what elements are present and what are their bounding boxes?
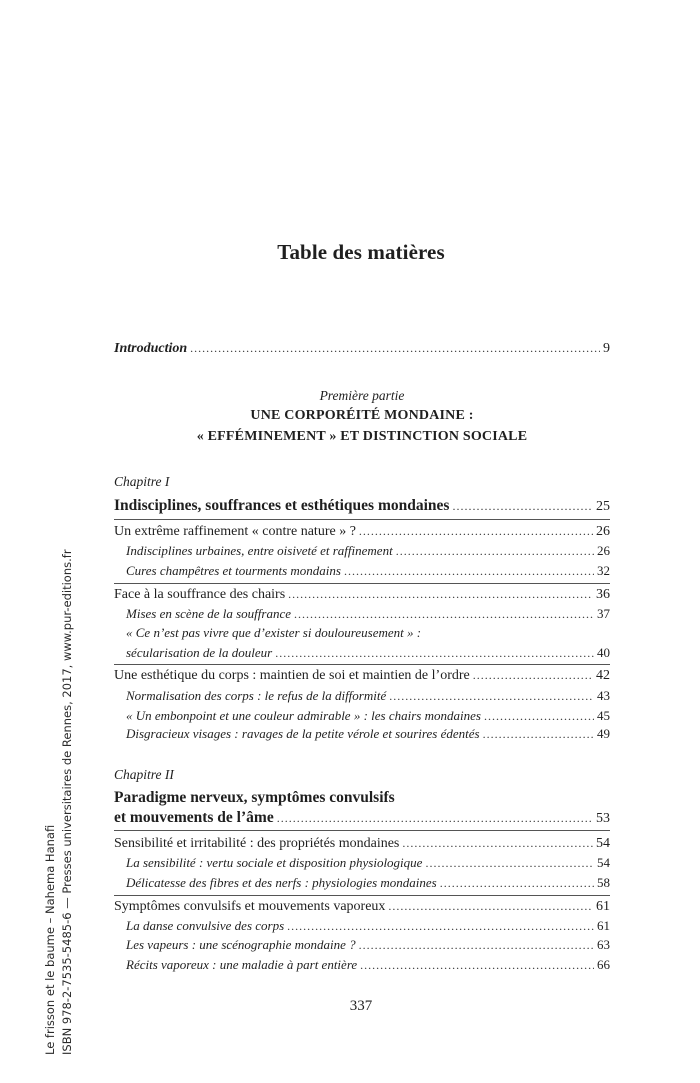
toc-entry-label: Délicatesse des fibres et des nerfs : physiologies mondaines xyxy=(126,875,437,890)
toc-entry-page: 25 xyxy=(596,499,610,514)
chapter-title-entry[interactable] xyxy=(114,809,610,828)
chapter-title-line2: et mouvements de l’âme xyxy=(114,809,274,826)
toc-entry-page: 58 xyxy=(597,875,610,890)
chapter-label: Chapitre II xyxy=(114,767,174,782)
toc-subsection-entry[interactable] xyxy=(126,605,610,623)
toc-entry-label: Mises en scène de la souffrance xyxy=(126,606,291,621)
leader-dots xyxy=(440,874,594,892)
chapter-title: Indisciplines, souffrances et esthétiques mondaines xyxy=(114,497,450,514)
leader-dots xyxy=(359,936,594,954)
vertical-copyright-note xyxy=(42,549,76,1055)
toc-subsection-entry[interactable] xyxy=(126,562,610,580)
toc-entry-label: Indisciplines urbaines, entre oisiveté et raffinement xyxy=(126,543,393,558)
leader-dots xyxy=(288,585,593,603)
toc-entry-page: 26 xyxy=(596,524,610,539)
leader-dots xyxy=(425,854,594,872)
toc-entry-label: La danse convulsive des corps xyxy=(126,918,285,933)
toc-subsection-entry[interactable] xyxy=(126,687,610,705)
leader-dots xyxy=(360,956,594,974)
toc-entry-page: 43 xyxy=(597,688,610,703)
toc-entry-label: Cures champêtres et tourments mondains xyxy=(126,563,341,578)
leader-dots xyxy=(473,666,593,684)
chapter-label: Chapitre I xyxy=(114,474,170,489)
leader-dots xyxy=(190,339,600,357)
leader-dots xyxy=(402,834,593,852)
leader-dots xyxy=(275,644,594,662)
toc-entry-label: Disgracieux visages : ravages de la petite vérole et sourires édentés xyxy=(126,726,480,741)
toc-entry-label: Sensibilité et irritabilité : des propriétés mondaines xyxy=(114,836,400,851)
toc-subsection-entry[interactable] xyxy=(126,542,610,560)
toc-entry-label: Normalisation des corps : le refus de la difformité xyxy=(126,688,387,703)
leader-dots xyxy=(287,917,594,935)
toc-entry-label: Un extrême raffinement « contre nature » ? xyxy=(114,524,356,539)
leader-dots xyxy=(389,687,594,705)
toc-entry-page: 9 xyxy=(603,341,610,356)
toc-section-entry[interactable] xyxy=(114,666,610,685)
separator xyxy=(114,830,610,831)
toc-subsection-entry[interactable] xyxy=(126,707,610,725)
toc-entry-label: Une esthétique du corps : maintien de soi et maintien de l’ordre xyxy=(114,668,470,683)
toc-section-entry[interactable] xyxy=(114,522,610,541)
side-note-line1: Le frisson et le baume – Nahema Hanafi xyxy=(43,824,57,1055)
separator xyxy=(114,583,610,584)
separator xyxy=(114,895,610,896)
page-title: Table des matières xyxy=(277,240,445,264)
toc-entry-page: 42 xyxy=(596,668,610,683)
toc-subsection-entry[interactable] xyxy=(126,725,610,743)
toc-entry-page: 36 xyxy=(596,587,610,602)
chapter-title-line1[interactable]: Paradigme nerveux, symptômes convulsifs xyxy=(114,789,395,806)
leader-dots xyxy=(294,605,594,623)
side-note-line2: ISBN 978-2-7535-5485-6 — Presses universitaires de Rennes, 2017, www.pur-editions.fr xyxy=(60,549,74,1055)
page-number: 337 xyxy=(349,998,373,1014)
toc-subsection-entry[interactable] xyxy=(126,874,610,892)
toc-entry-page: 61 xyxy=(597,918,610,933)
toc-subsection-entry[interactable] xyxy=(126,854,610,872)
separator xyxy=(114,664,610,665)
part-heading xyxy=(114,387,610,447)
toc-entry-label: « Un embonpoint et une couleur admirable » : les chairs mondaines xyxy=(126,708,481,723)
toc-entry-label: Les vapeurs : une scénographie mondaine ? xyxy=(126,937,356,952)
toc-entry-label: sécularisation de la douleur xyxy=(126,645,273,660)
toc-entry-label: La sensibilité : vertu sociale et disposition physiologique xyxy=(126,855,423,870)
leader-dots xyxy=(277,809,593,827)
toc-entry-page: 37 xyxy=(597,606,610,621)
toc-entry-page: 66 xyxy=(597,957,610,972)
toc-section-entry[interactable] xyxy=(114,834,610,853)
toc-entry-page: 53 xyxy=(596,811,610,826)
leader-dots xyxy=(484,707,594,725)
leader-dots xyxy=(359,522,593,540)
part-title-line2: « EFFÉMINEMENT » ET DISTINCTION SOCIALE xyxy=(196,429,528,444)
toc-entry-page: 40 xyxy=(597,645,610,660)
toc-entry-page: 54 xyxy=(596,836,610,851)
toc-entry-page: 54 xyxy=(597,855,610,870)
toc-entry-label: Récits vaporeux : une maladie à part entière xyxy=(126,957,358,972)
leader-dots xyxy=(483,725,594,743)
leader-dots xyxy=(396,542,594,560)
toc-subsection-entry[interactable] xyxy=(126,936,610,954)
toc-subsection-entry[interactable] xyxy=(126,644,610,662)
toc-entry-page: 45 xyxy=(597,708,610,723)
toc-section-entry[interactable] xyxy=(114,897,610,916)
leader-dots xyxy=(388,897,593,915)
toc-entry-label: Introduction xyxy=(114,341,188,356)
leader-dots xyxy=(344,562,594,580)
part-title-line1: UNE CORPORÉITÉ MONDAINE : xyxy=(250,408,474,423)
toc-entry-introduction[interactable] xyxy=(114,339,610,358)
toc-subsection-label-line1[interactable]: « Ce n’est pas vivre que d’exister si douloureusement » : xyxy=(126,625,422,640)
toc-entry-page: 26 xyxy=(597,543,610,558)
toc-entry-page: 32 xyxy=(597,563,610,578)
toc-section-entry[interactable] xyxy=(114,585,610,604)
toc-subsection-entry[interactable] xyxy=(126,956,610,974)
toc-entry-label: Face à la souffrance des chairs xyxy=(114,587,286,602)
toc-entry-label: Symptômes convulsifs et mouvements vaporeux xyxy=(114,899,386,914)
toc-entry-page: 61 xyxy=(596,899,610,914)
toc-entry-page: 49 xyxy=(597,726,610,741)
leader-dots xyxy=(452,497,593,515)
chapter-title-entry[interactable] xyxy=(114,497,610,516)
separator xyxy=(114,519,610,520)
toc-subsection-entry[interactable] xyxy=(126,917,610,935)
part-label: Première partie xyxy=(319,388,405,403)
toc-entry-page: 63 xyxy=(597,937,610,952)
